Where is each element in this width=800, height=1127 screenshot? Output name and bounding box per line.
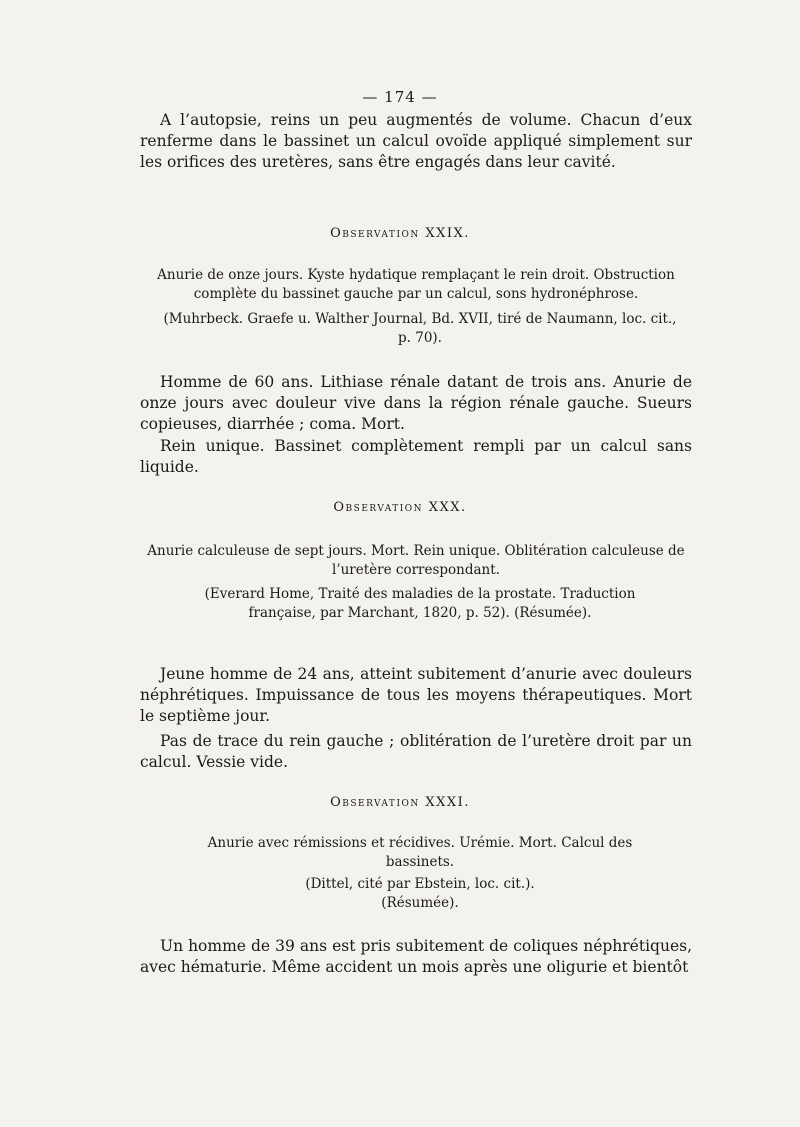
observation-source-xxx: (Everard Home, Traité des maladies de la prostate. Traduction française, par Marchant, 1820, p. 52). (Résumée). — [204, 586, 636, 621]
observation-title: Observation XXX. — [333, 500, 467, 515]
observation-source-xxix: (Muhrbeck. Graefe u. Walther Journal, Bd. XVII, tiré de Naumann, loc. cit., p. 70). — [163, 311, 677, 346]
observation-heading-xxix — [0, 226, 800, 241]
observation-title: Observation XXIX. — [330, 226, 470, 241]
observation-title: Observation XXXI. — [330, 795, 470, 810]
paragraph-autopsy-xxx: Pas de trace du rein gauche ; oblitération de l’uretère droit par un calcul. Vessie vide. — [140, 732, 692, 771]
observation-heading-xxxi — [0, 795, 800, 810]
observation-summary-xxxi: Anurie avec rémissions et récidives. Urémie. Mort. Calcul des bassinets. — [207, 835, 633, 870]
observation-summary-xxx: Anurie calculeuse de sept jours. Mort. Rein unique. Oblitération calculeuse de l’uretère correspondant. — [147, 543, 685, 578]
observation-heading-xxx — [0, 500, 800, 515]
observation-summary-xxix: Anurie de onze jours. Kyste hydatique remplaçant le rein droit. Obstruction complète du bassinet gauche par un calcul, sons hydronéphrose. — [157, 267, 675, 302]
page-number: — 174 — — [362, 88, 438, 106]
paragraph-case-xxxi: Un homme de 39 ans est pris subitement de coliques néphrétiques, avec hématurie. Même accident un mois après une oligurie et bientôt — [140, 937, 692, 976]
observation-source-xxxi: (Dittel, cité par Ebstein, loc. cit.). (Résumée). — [305, 876, 535, 911]
paragraph-case-xxx: Jeune homme de 24 ans, atteint subitement d’anurie avec douleurs néphrétiques. Impuissance de tous les moyens thérapeutiques. Mort le septième jour. — [140, 665, 692, 725]
paragraph-case-xxix: Homme de 60 ans. Lithiase rénale datant de trois ans. Anurie de onze jours avec douleur vive dans la région rénale gauche. Sueurs copieuses, diarrhée ; coma. Mort. — [140, 373, 692, 433]
paragraph-autopsy: A l’autopsie, reins un peu augmentés de volume. Chacun d’eux renferme dans le bassinet un calcul ovoïde appliqué simplement sur les orifices des uretères, sans être engagés dans leur cavité. — [140, 111, 692, 171]
paragraph-autopsy-xxix: Rein unique. Bassinet complètement rempli par un calcul sans liquide. — [140, 437, 692, 476]
